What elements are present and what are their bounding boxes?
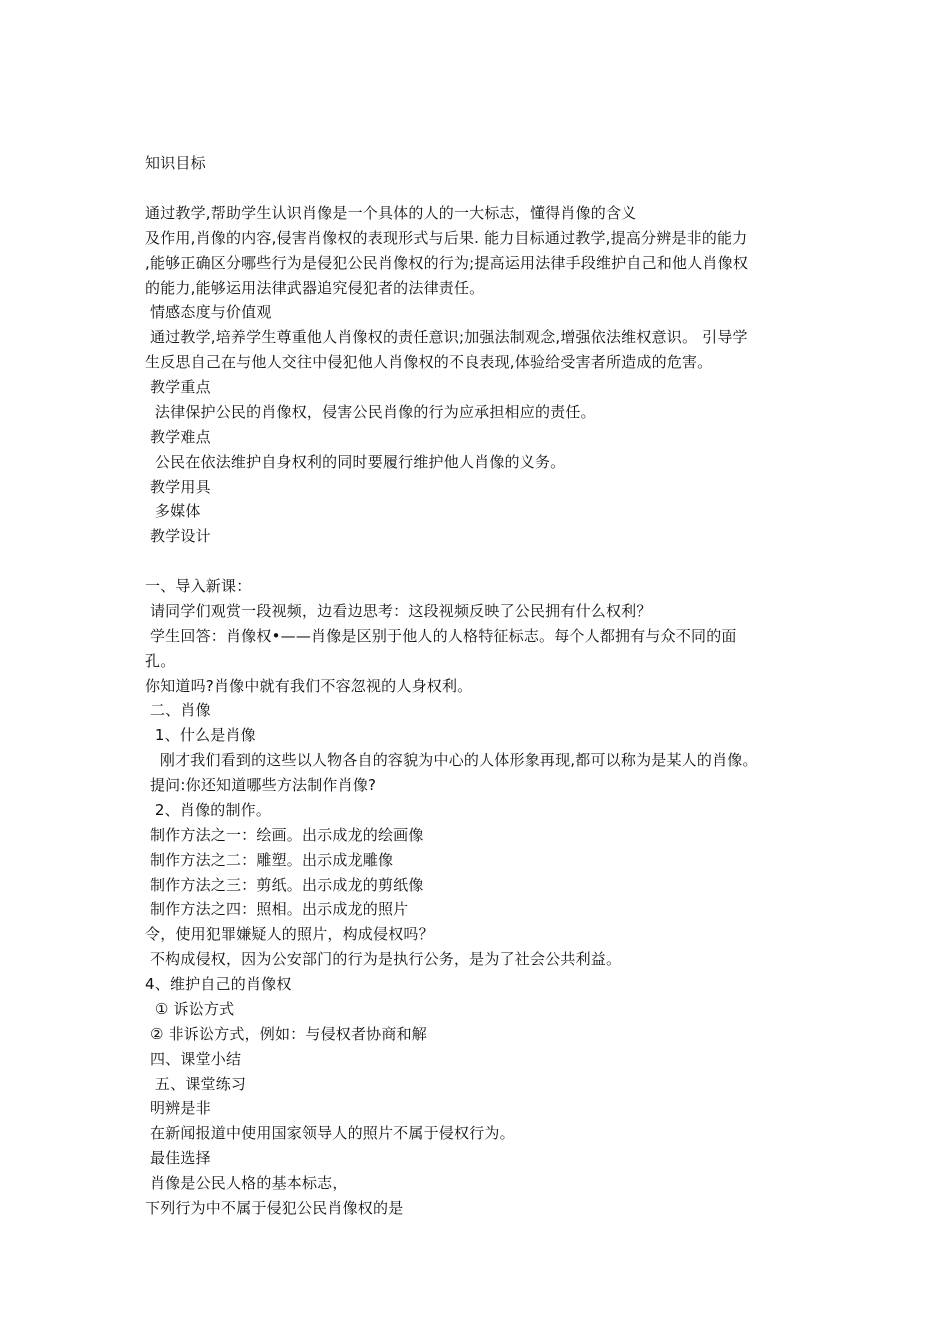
paragraph-line: 明辨是非: [145, 1099, 211, 1117]
paragraph-line: 刚才我们看到的这些以人物各自的容貌为中心的人体形象再现,都可以称为是某人的肖像。: [145, 751, 758, 769]
paragraph-line: 公民在依法维护自身权利的同时要履行维护他人肖像的义务。: [145, 453, 566, 471]
section-heading: 一、导入新课：: [145, 577, 252, 595]
heading-emotion-values: 情感态度与价值观: [145, 303, 272, 321]
paragraph-line: 法律保护公民的肖像权，侵害公民肖像的行为应承担相应的责任。: [145, 403, 596, 421]
section-heading: 二、肖像: [145, 701, 211, 719]
paragraph-line: 肖像是公民人格的基本标志，: [145, 1174, 348, 1192]
list-item: 制作方法之三：剪纸。出示成龙的剪纸像: [145, 876, 424, 894]
section-heading: 五、课堂练习: [145, 1075, 247, 1093]
list-item: 制作方法之四：照相。出示成龙的照片: [145, 900, 409, 918]
subsection-heading: 4、维护自己的肖像权: [145, 975, 292, 993]
list-item: 制作方法之二：雕塑。出示成龙雕像: [145, 851, 394, 869]
heading-teaching-tools: 教学用具: [145, 478, 211, 496]
paragraph-line: 孔。: [145, 652, 176, 670]
heading-knowledge-goals: 知识目标: [145, 154, 206, 172]
subsection-heading: 2、肖像的制作。: [145, 801, 272, 819]
paragraph-line: 及作用,肖像的内容,侵害肖像权的表现形式与后果. 能力目标通过教学,提高分辨是非的能力: [145, 229, 748, 247]
paragraph-line: 多媒体: [145, 502, 201, 520]
paragraph-line: 通过教学,帮助学生认识肖像是一个具体的人的一大标志，懂得肖像的含义: [145, 204, 637, 222]
paragraph-line: 请同学们观赏一段视频，边看边思考：这段视频反映了公民拥有什么权利？: [145, 602, 652, 620]
paragraph-line: 在新闻报道中使用国家领导人的照片不属于侵权行为。: [145, 1124, 515, 1142]
paragraph-line: ,能够正确区分哪些行为是侵犯公民肖像权的行为;提高运用法律手段维护自己和他人肖像权: [145, 254, 749, 272]
heading-teaching-design: 教学设计: [145, 527, 211, 545]
paragraph-line: 学生回答：肖像权•——肖像是区别于他人的人格特征标志。每个人都拥有与众不同的面: [145, 627, 737, 645]
heading-difficulties: 教学难点: [145, 428, 211, 446]
paragraph-line: 生反思自己在与他人交往中侵犯他人肖像权的不良表现,体验给受害者所造成的危害。: [145, 353, 713, 371]
paragraph-line: 你知道吗?肖像中就有我们不容忽视的人身权利。: [145, 677, 473, 695]
paragraph-line: 下列行为中不属于侵犯公民肖像权的是: [145, 1199, 404, 1217]
list-item: ② 非诉讼方式，例如：与侵权者协商和解: [145, 1025, 427, 1043]
list-item: 制作方法之一：绘画。出示成龙的绘画像: [145, 826, 424, 844]
paragraph-line: 提问:你还知道哪些方法制作肖像?: [145, 776, 377, 794]
section-heading: 四、课堂小结: [145, 1050, 242, 1068]
list-item: ① 诉讼方式: [145, 1000, 235, 1018]
paragraph-line: 令，使用犯罪嫌疑人的照片，构成侵权吗？: [145, 925, 434, 943]
paragraph-line: 的能力,能够运用法律武器追究侵犯者的法律责任。: [145, 279, 485, 297]
paragraph-line: 不构成侵权，因为公安部门的行为是执行公务，是为了社会公共利益。: [145, 950, 622, 968]
paragraph-line: 最佳选择: [145, 1149, 211, 1167]
paragraph-line: 通过教学,培养学生尊重他人肖像权的责任意识;加强法制观念,增强依法维权意识。 引导学: [145, 328, 748, 346]
subsection-heading: 1、什么是肖像: [145, 726, 256, 744]
heading-key-points: 教学重点: [145, 378, 211, 396]
